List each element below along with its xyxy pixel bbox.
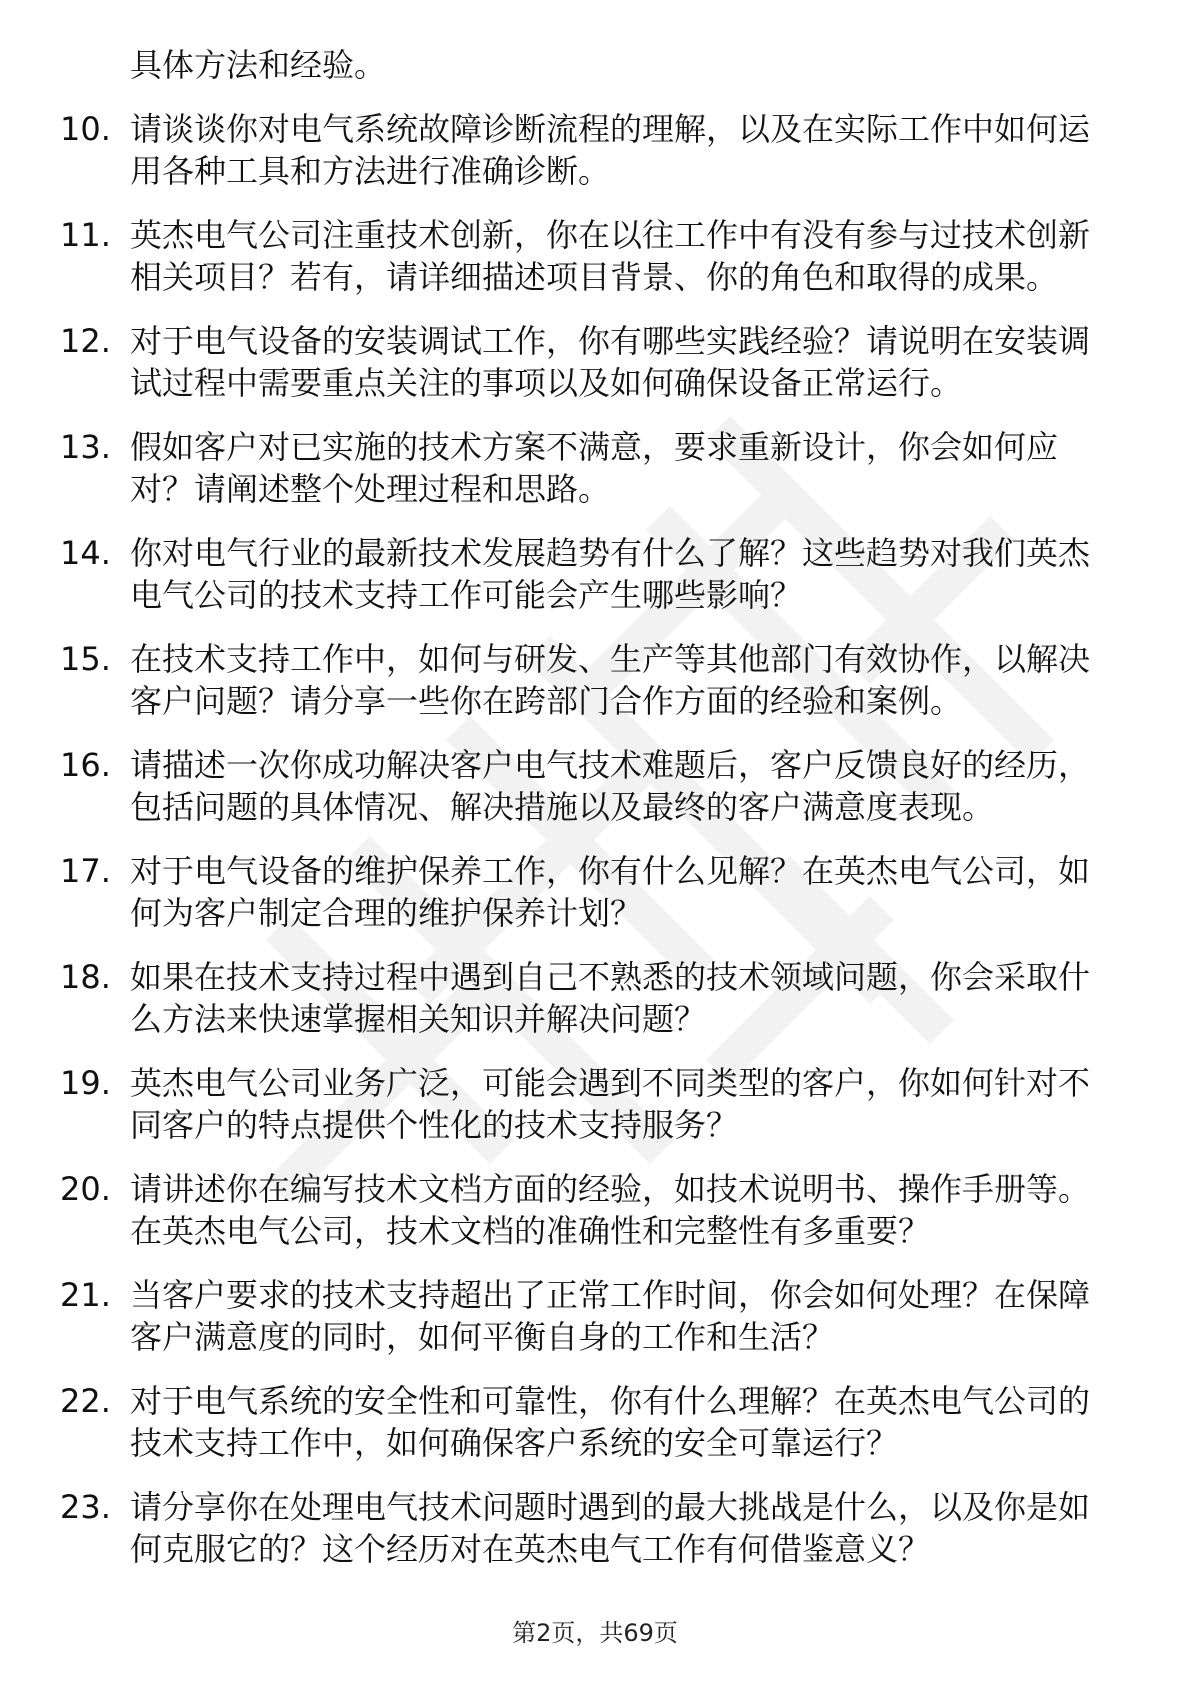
list-item — [60, 1486, 1120, 1570]
question-number: 16. — [60, 746, 111, 784]
question-text: 请分享你在处理电气技术问题时遇到的最大挑战是什么，以及你是如何克服它的？这个经历对在英杰电气工作有何借鉴意义？ — [130, 1488, 1091, 1568]
question-number: 22. — [60, 1382, 111, 1420]
question-number: 15. — [60, 640, 111, 678]
question-number: 14. — [60, 534, 111, 572]
list-item — [60, 744, 1120, 828]
question-text: 如果在技术支持过程中遇到自己不熟悉的技术领域问题，你会采取什么方法来快速掌握相关知识并解决问题？ — [130, 958, 1091, 1038]
question-number: 19. — [60, 1064, 111, 1102]
list-item — [60, 638, 1120, 722]
list-item — [60, 956, 1120, 1040]
list-item — [60, 1274, 1120, 1358]
list-item — [60, 1168, 1120, 1252]
page-footer: 第2页，共69页 — [512, 1619, 678, 1647]
question-list — [60, 44, 1120, 1592]
question-text: 对于电气设备的安装调试工作，你有哪些实践经验？请说明在安装调试过程中需要重点关注的事项以及如何确保设备正常运行。 — [130, 322, 1091, 402]
question-number: 23. — [60, 1488, 111, 1526]
question-number: 13. — [60, 428, 111, 466]
question-number: 11. — [60, 216, 111, 254]
list-item — [60, 850, 1120, 934]
question-text: 请谈谈你对电气系统故障诊断流程的理解，以及在实际工作中如何运用各种工具和方法进行准确诊断。 — [130, 110, 1091, 190]
list-item — [60, 320, 1120, 404]
question-number: 17. — [60, 852, 111, 890]
question-text: 英杰电气公司业务广泛，可能会遇到不同类型的客户，你如何针对不同客户的特点提供个性化的技术支持服务？ — [130, 1064, 1091, 1144]
list-item — [60, 214, 1120, 298]
question-text: 当客户要求的技术支持超出了正常工作时间，你会如何处理？在保障客户满意度的同时，如何平衡自身的工作和生活？ — [130, 1276, 1091, 1356]
continuation-text: 具体方法和经验。 — [130, 46, 387, 84]
question-number: 12. — [60, 322, 111, 360]
question-text: 假如客户对已实施的技术方案不满意，要求重新设计，你会如何应对？请阐述整个处理过程和思路。 — [130, 428, 1059, 508]
question-text: 请讲述你在编写技术文档方面的经验，如技术说明书、操作手册等。在英杰电气公司，技术文档的准确性和完整性有多重要？ — [130, 1170, 1091, 1250]
list-item — [60, 108, 1120, 192]
question-text: 英杰电气公司注重技术创新，你在以往工作中有没有参与过技术创新相关项目？若有，请详细描述项目背景、你的角色和取得的成果。 — [130, 216, 1091, 296]
question-text: 在技术支持工作中，如何与研发、生产等其他部门有效协作，以解决客户问题？请分享一些你在跨部门合作方面的经验和案例。 — [130, 640, 1091, 720]
list-item — [60, 426, 1120, 510]
list-item — [60, 1062, 1120, 1146]
question-text: 对于电气系统的安全性和可靠性，你有什么理解？在英杰电气公司的技术支持工作中，如何确保客户系统的安全可靠运行？ — [130, 1382, 1091, 1462]
question-text: 请描述一次你成功解决客户电气技术难题后，客户反馈良好的经历，包括问题的具体情况、解决措施以及最终的客户满意度表现。 — [130, 746, 1091, 826]
question-text: 对于电气设备的维护保养工作，你有什么见解？在英杰电气公司，如何为客户制定合理的维护保养计划？ — [130, 852, 1091, 932]
question-number: 21. — [60, 1276, 111, 1314]
list-item — [60, 1380, 1120, 1464]
question-text: 你对电气行业的最新技术发展趋势有什么了解？这些趋势对我们英杰电气公司的技术支持工作可能会产生哪些影响？ — [130, 534, 1091, 614]
list-item — [60, 532, 1120, 616]
question-number: 10. — [60, 110, 111, 148]
question-number: 20. — [60, 1170, 111, 1208]
question-number: 18. — [60, 958, 111, 996]
